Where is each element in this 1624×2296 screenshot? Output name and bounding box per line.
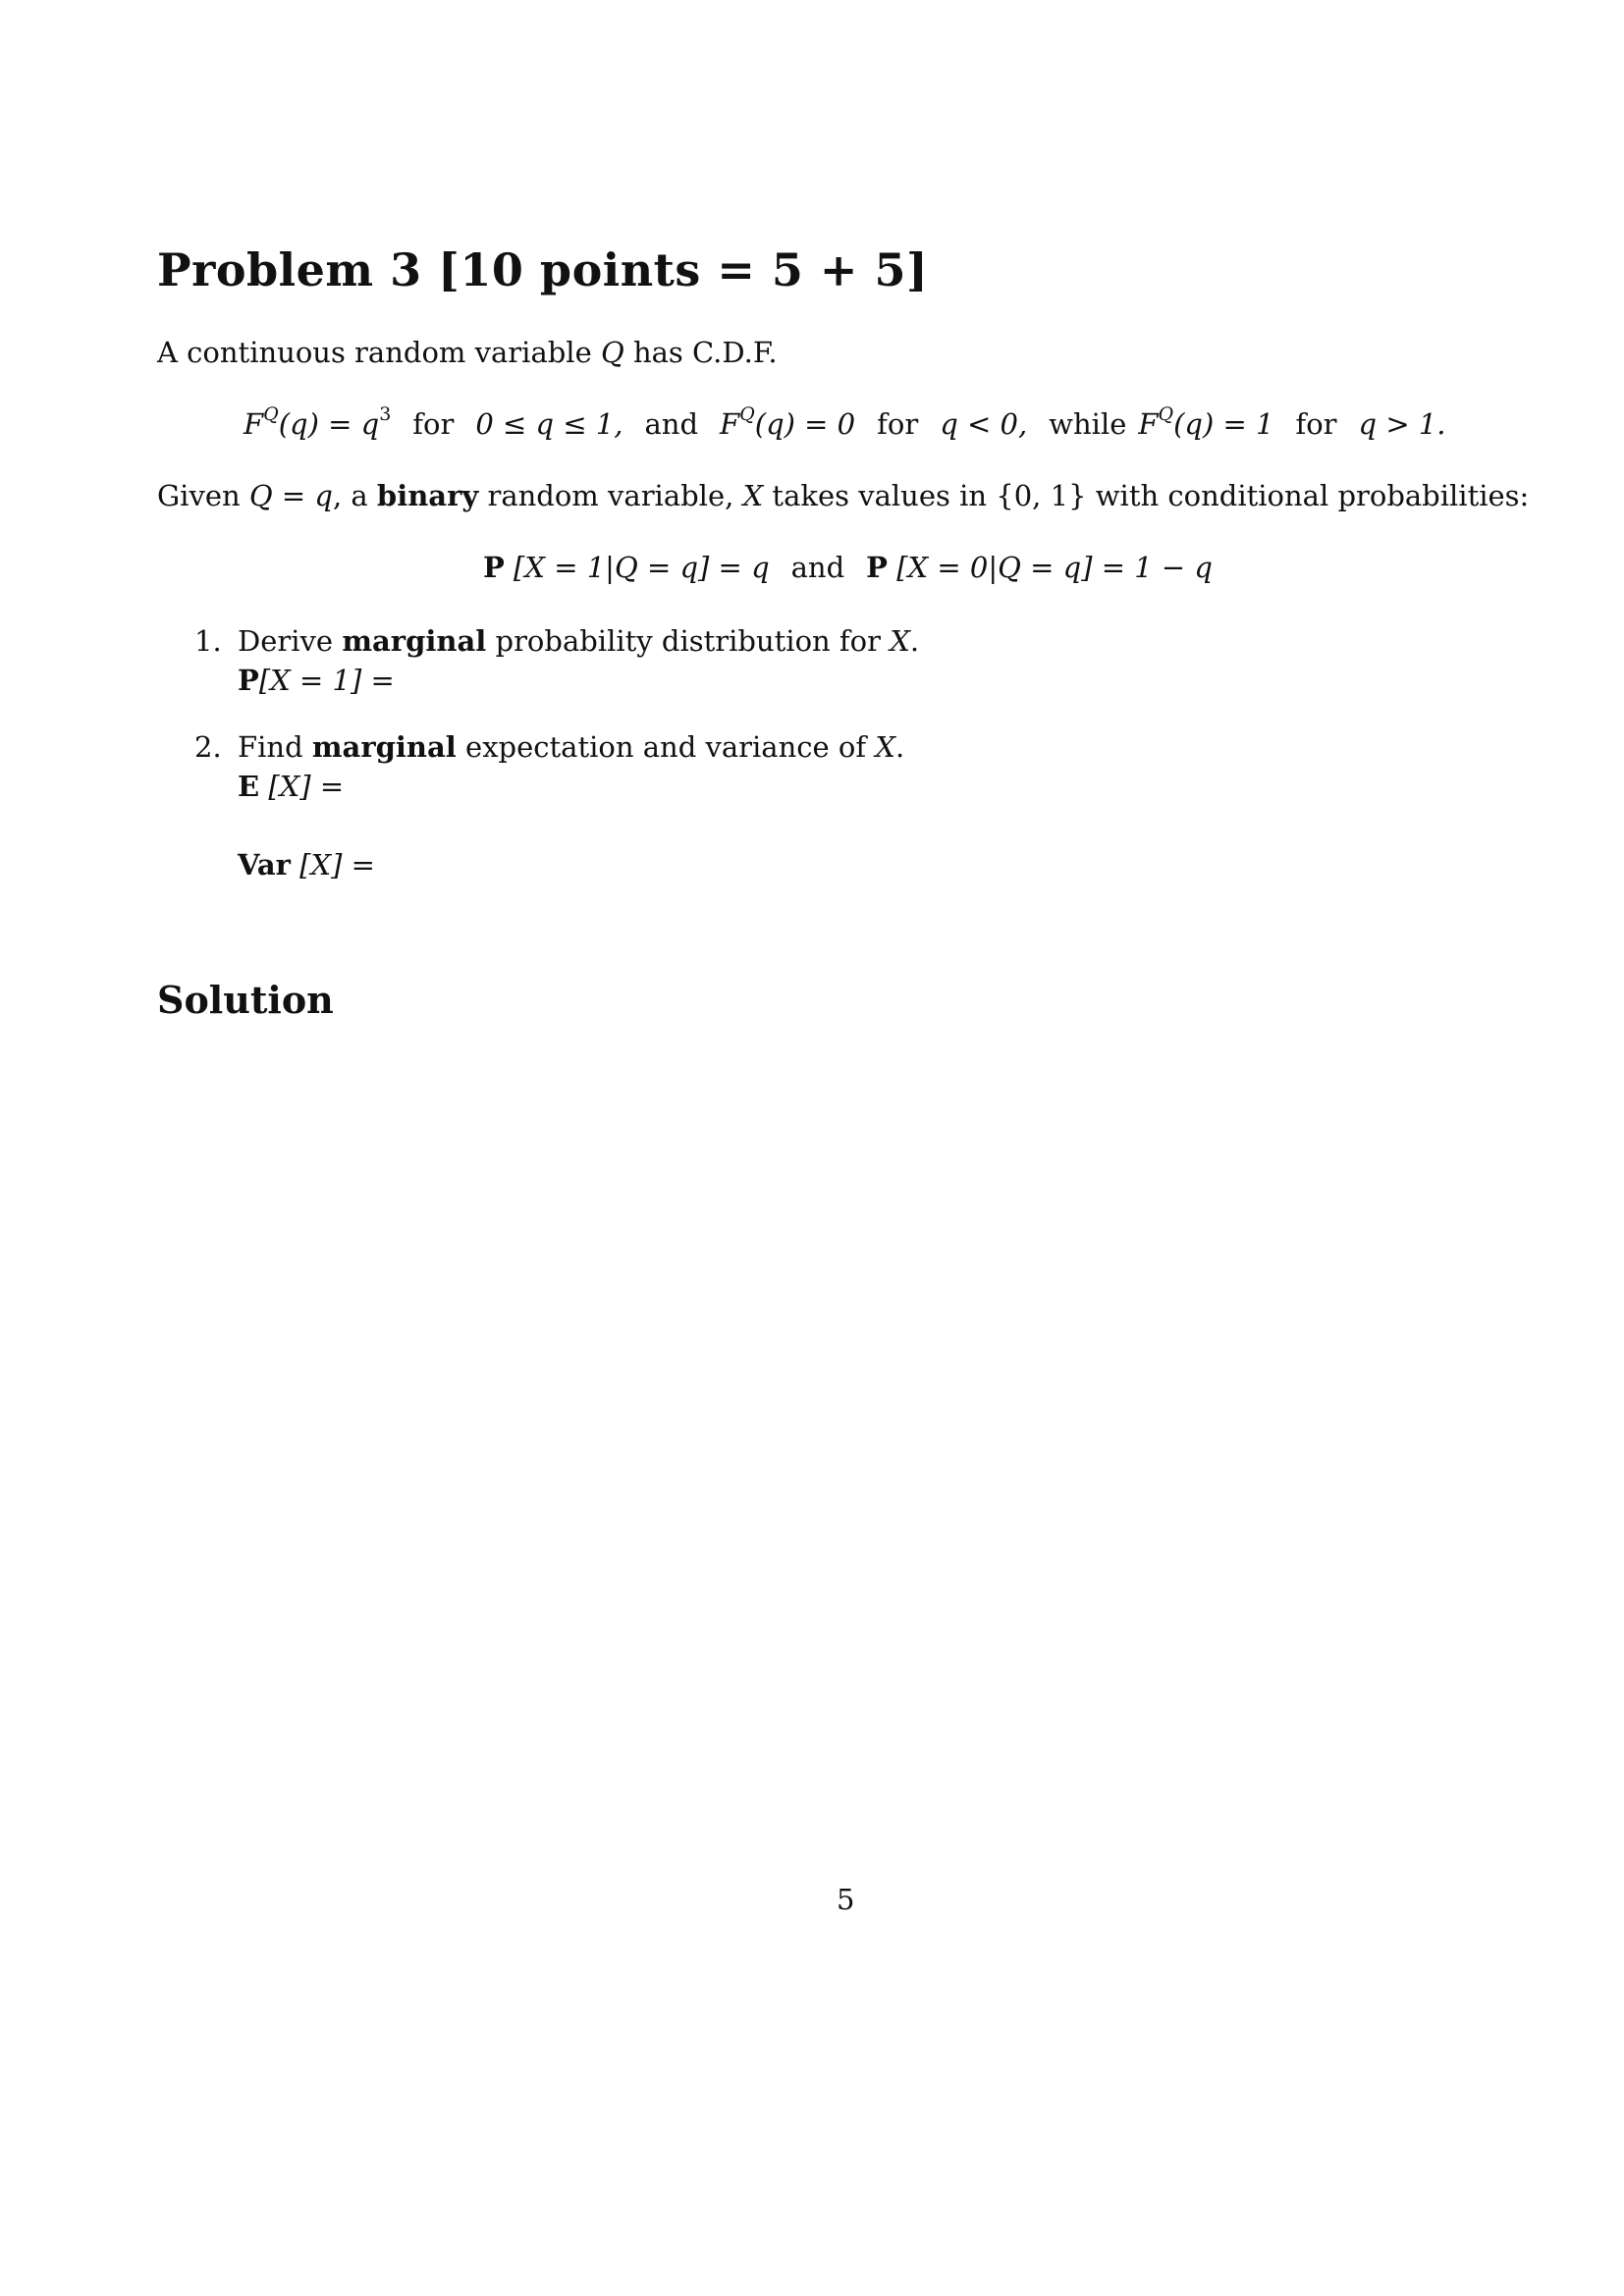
question-2-variance-line: Var [X] = — [238, 848, 375, 881]
conditional-probability-equation: P [X = 1|Q = q] = q and P [X = 0|Q = q] = 1 − q — [483, 551, 1213, 584]
given-text: Given Q = q, a binary random variable, X takes values in {0, 1} with conditional probabilities: — [157, 479, 1530, 512]
problem-title: Problem 3 [10 points = 5 + 5] — [157, 243, 929, 296]
page-number: 5 — [837, 1883, 855, 1916]
question-2-text: Find marginal expectation and variance of X. — [238, 730, 905, 764]
solution-heading: Solution — [157, 978, 334, 1022]
question-2-expectation-line: E [X] = — [238, 770, 345, 803]
cdf-equation: $F^Q(q) = q^3$ for 0 ≤ q ≤ 1, and $F^Q(q) = 0$ for q < 0, while $F^Q(q) = 1$ for q > 1. — [244, 403, 1446, 441]
item-number: 2. — [194, 730, 222, 764]
variable-q: Q — [600, 336, 624, 369]
question-1-text: Derive marginal probability distribution for X. — [238, 624, 920, 658]
intro-text: A continuous random variable Q has C.D.F. — [157, 336, 778, 369]
question-1-answer-line: P[X = 1] = — [238, 664, 395, 697]
item-number: 1. — [194, 624, 222, 658]
